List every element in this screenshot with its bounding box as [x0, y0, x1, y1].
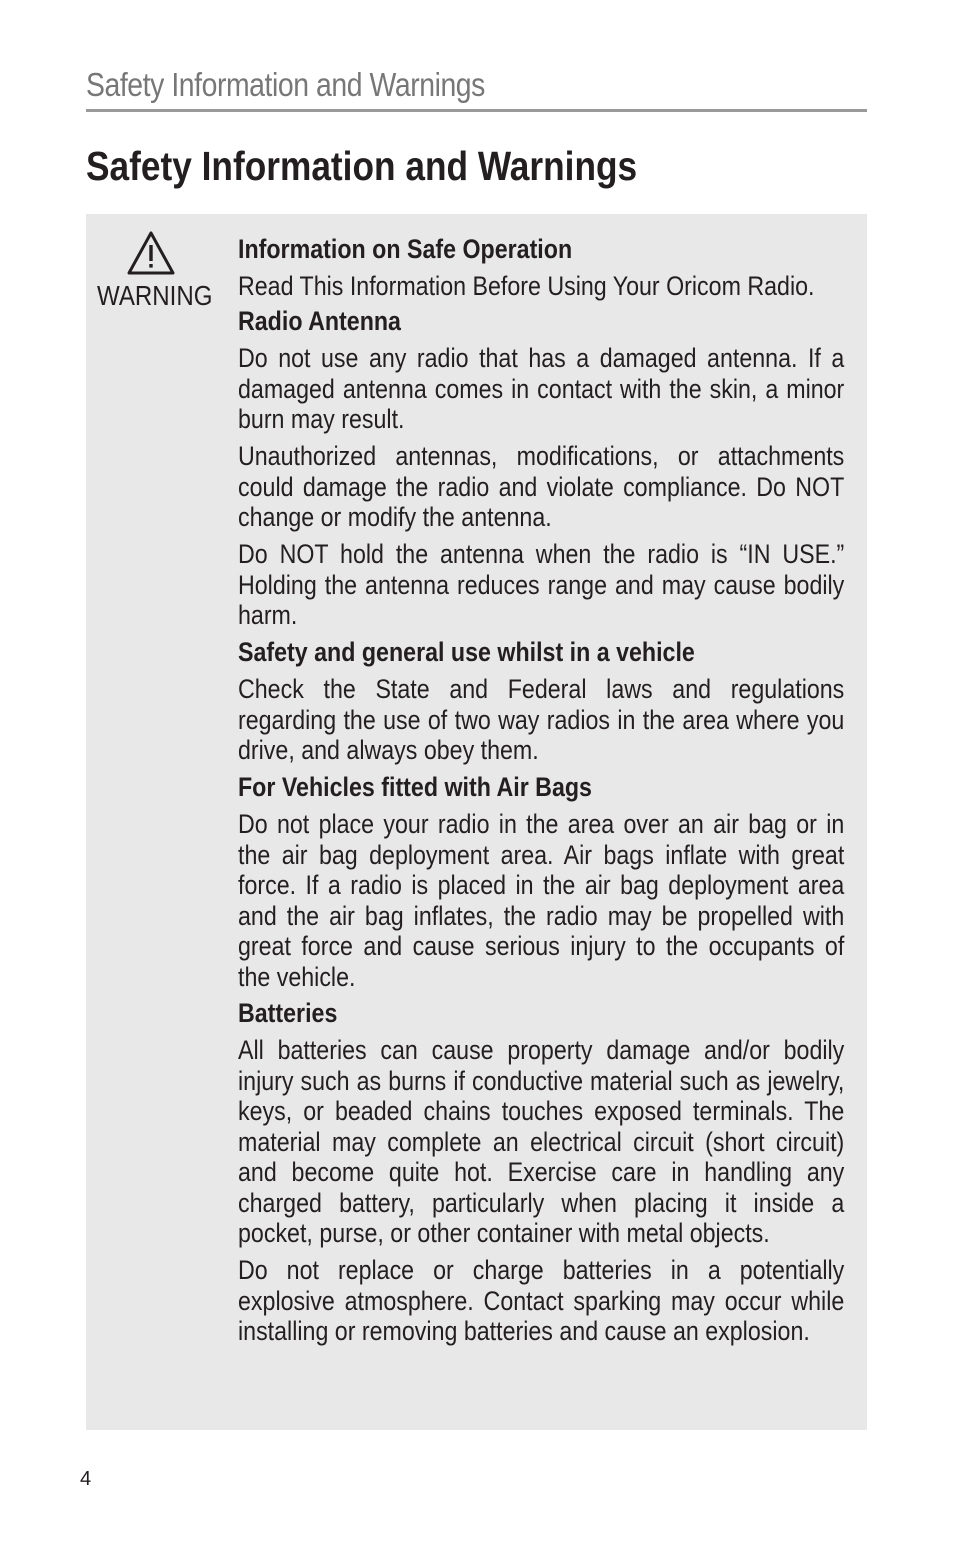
- batteries-paragraph-2: Do not replace or charge batteries in a potentially explosive atmosphere. Contact sparking may occur while installing or removing batteries and cause an explosion.: [238, 1255, 845, 1346]
- radio-antenna-paragraph-1: Do not use any radio that has a damaged antenna. If a damaged antenna comes in contact with the skin, a minor burn may result.: [238, 343, 845, 434]
- page-number: 4: [80, 1468, 92, 1490]
- running-header: Safety Information and Warnings: [86, 66, 485, 103]
- page-title: Safety Information and Warnings: [86, 143, 638, 189]
- air-bags-paragraph-1: Do not place your radio in the area over an air bag or in the air bag deployment area. Air bags inflate with great force. If a radio is placed in the air bag deployment area and the air bag inflates, the radio may be propelled with great force and cause serious injury to the occupants of the vehicle.: [238, 809, 845, 992]
- warning-label: WARNING: [97, 280, 213, 311]
- radio-antenna-paragraph-3: Do NOT hold the antenna when the radio is “IN USE.” Holding the antenna reduces range and may cause bodily harm.: [238, 539, 845, 630]
- header-rule: [86, 109, 867, 112]
- warning-triangle-icon: [127, 230, 175, 276]
- radio-antenna-paragraph-2: Unauthorized antennas, modifications, or attachments could damage the radio and violate compliance. Do NOT change or modify the antenna.: [238, 441, 845, 532]
- vehicle-paragraph-1: Check the State and Federal laws and regulations regarding the use of two way radios in the area where you drive, and always obey them.: [238, 674, 845, 765]
- warning-box: [86, 214, 867, 1430]
- section-heading-radio-antenna: Radio Antenna: [238, 306, 401, 336]
- section-heading-safe-operation: Information on Safe Operation: [238, 234, 573, 264]
- warning-content: [238, 234, 845, 1353]
- section-heading-air-bags: For Vehicles fitted with Air Bags: [238, 772, 592, 802]
- safe-operation-intro: Read This Information Before Using Your Oricom Radio.: [238, 271, 815, 301]
- section-heading-batteries: Batteries: [238, 998, 338, 1028]
- batteries-paragraph-1: All batteries can cause property damage and/or bodily injury such as burns if conductive material such as jewelry, keys, or beaded chains touches exposed terminals. The material may complete an electrical circuit (short circuit) and become quite hot. Exercise care in handling any charged battery, particularly when placing it inside a pocket, purse, or other container with metal objects.: [238, 1035, 845, 1248]
- section-heading-vehicle: Safety and general use whilst in a vehicle: [238, 637, 695, 667]
